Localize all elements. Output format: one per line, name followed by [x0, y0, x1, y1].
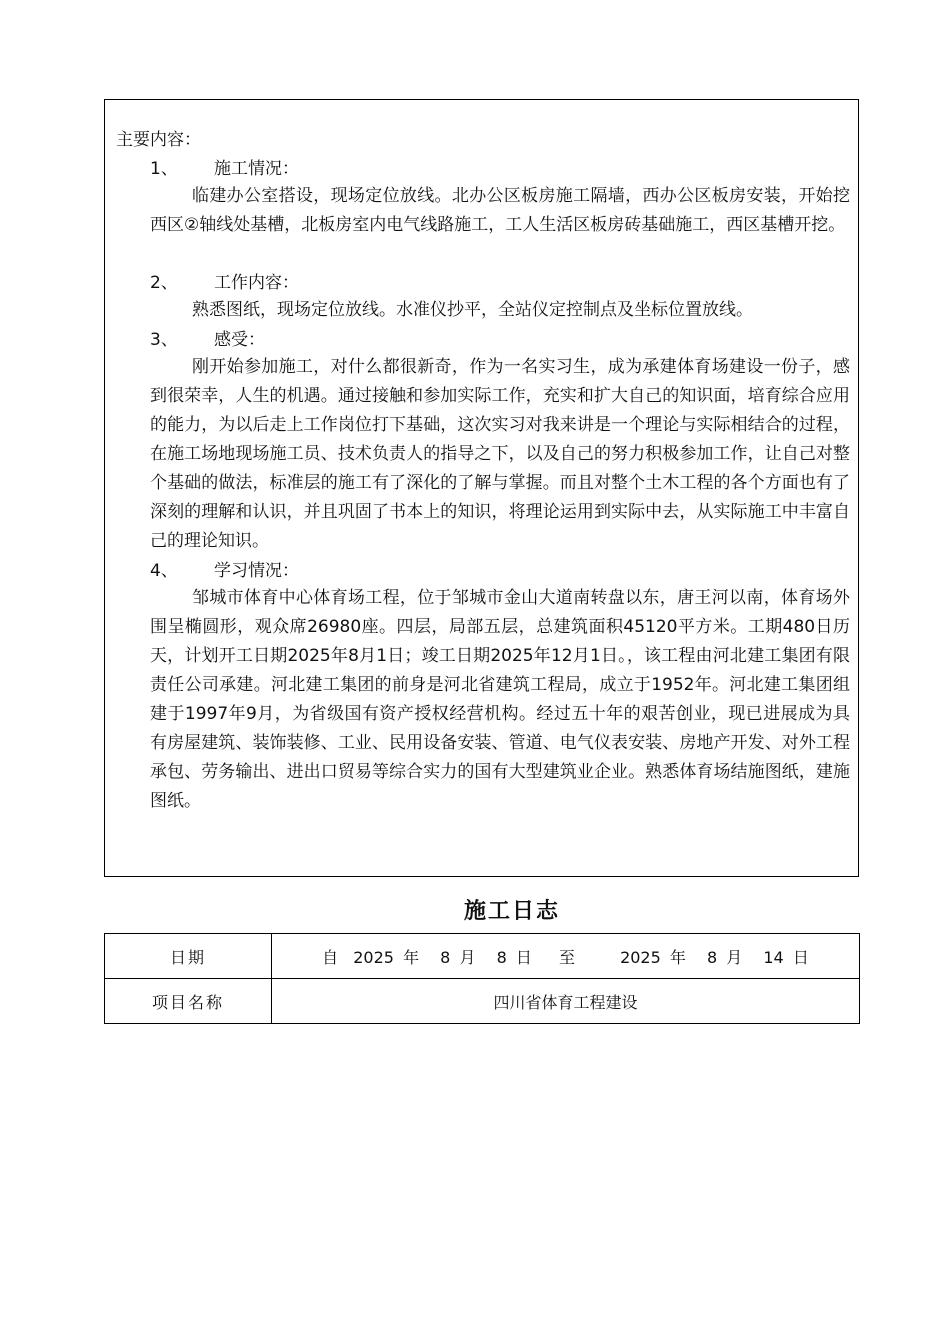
to-year: 2025	[620, 947, 661, 967]
section-4-text: 邹城市体育中心体育场工程，位于邹城市金山大道南转盘以东，唐王河以南，体育场外围呈椭圆形，观众席26980座。四层，局部五层，总建筑面积45120平方米。工期480日历天，计划开工日期2025年8月1日；竣工日期2025年12月1日。，该工程由河北建工集团有限责任公司承建。河北建工集团的前身是河北省建筑工程局，成立于1952年。河北建工集团组建于1997年9月，为省级国有资产授权经营机构。经过五十年的艰苦创业，现已进展成为具有房屋建筑、装饰装修、工业、民用设备安装、管道、电气仪表安装、房地产开发、对外工程承包、劳务输出、进出口贸易等综合实力的国有大型建筑业企业。熟悉体育场结施图纸，建施图纸。	[150, 588, 850, 811]
project-name-label: 项目名称	[105, 979, 272, 1024]
section-4-number: 4、	[150, 561, 178, 581]
date-label: 日期	[105, 934, 272, 979]
from-day-unit: 日	[515, 947, 532, 967]
section-2-number: 2、	[150, 273, 178, 293]
date-from-prefix: 自	[322, 947, 339, 967]
project-row	[105, 979, 860, 1024]
project-name-value: 四川省体育工程建设	[272, 979, 860, 1024]
section-1-number: 1、	[150, 159, 178, 179]
to-day-unit: 日	[792, 947, 809, 967]
from-year-unit: 年	[403, 947, 420, 967]
to-day: 14	[763, 947, 784, 967]
to-word: 至	[558, 947, 575, 967]
main-content-heading: 主要内容：	[116, 130, 201, 150]
from-month-unit: 月	[459, 947, 476, 967]
section-1-text: 临建办公室搭设，现场定位放线。北办公区板房施工隔墙，西办公区板房安装，开始挖西区②轴线处基槽，北板房室内电气线路施工，工人生活区板房砖基础施工，西区基槽开挖。	[150, 186, 850, 235]
construction-log-title: 施工日志	[463, 898, 560, 924]
from-year: 2025	[353, 947, 394, 967]
section-4-title: 学习情况：	[214, 561, 299, 581]
from-day: 8	[496, 947, 507, 967]
date-row	[105, 934, 860, 979]
date-range-value	[272, 934, 860, 979]
section-2-text: 熟悉图纸，现场定位放线。水准仪抄平，全站仪定控制点及坐标位置放线。	[192, 300, 753, 320]
section-3-number: 3、	[150, 330, 178, 350]
from-month: 8	[440, 947, 451, 967]
section-3-title: 感受：	[214, 330, 265, 350]
log-info-table	[104, 933, 860, 1024]
section-2-title: 工作内容：	[214, 273, 299, 293]
to-month-unit: 月	[726, 947, 743, 967]
section-1-title: 施工情况：	[214, 159, 299, 179]
to-year-unit: 年	[669, 947, 686, 967]
to-month: 8	[706, 947, 718, 967]
section-3-text: 刚开始参加施工，对什么都很新奇，作为一名实习生，成为承建体育场建设一份子，感到很荣幸，人生的机遇。通过接触和参加实际工作，充实和扩大自己的知识面，培育综合应用的能力，为以后走上工作岗位打下基础，这次实习对我来讲是一个理论与实际相结合的过程，在施工场地现场施工员、技术负责人的指导之下，以及自己的努力积极参加工作，让自己对整个基础的做法，标准层的施工有了深化的了解与掌握。而且对整个土木工程的各个方面也有了深刻的理解和认识，并且巩固了书本上的知识，将理论运用到实际中去，从实际施工中丰富自己的理论知识。	[150, 357, 850, 551]
